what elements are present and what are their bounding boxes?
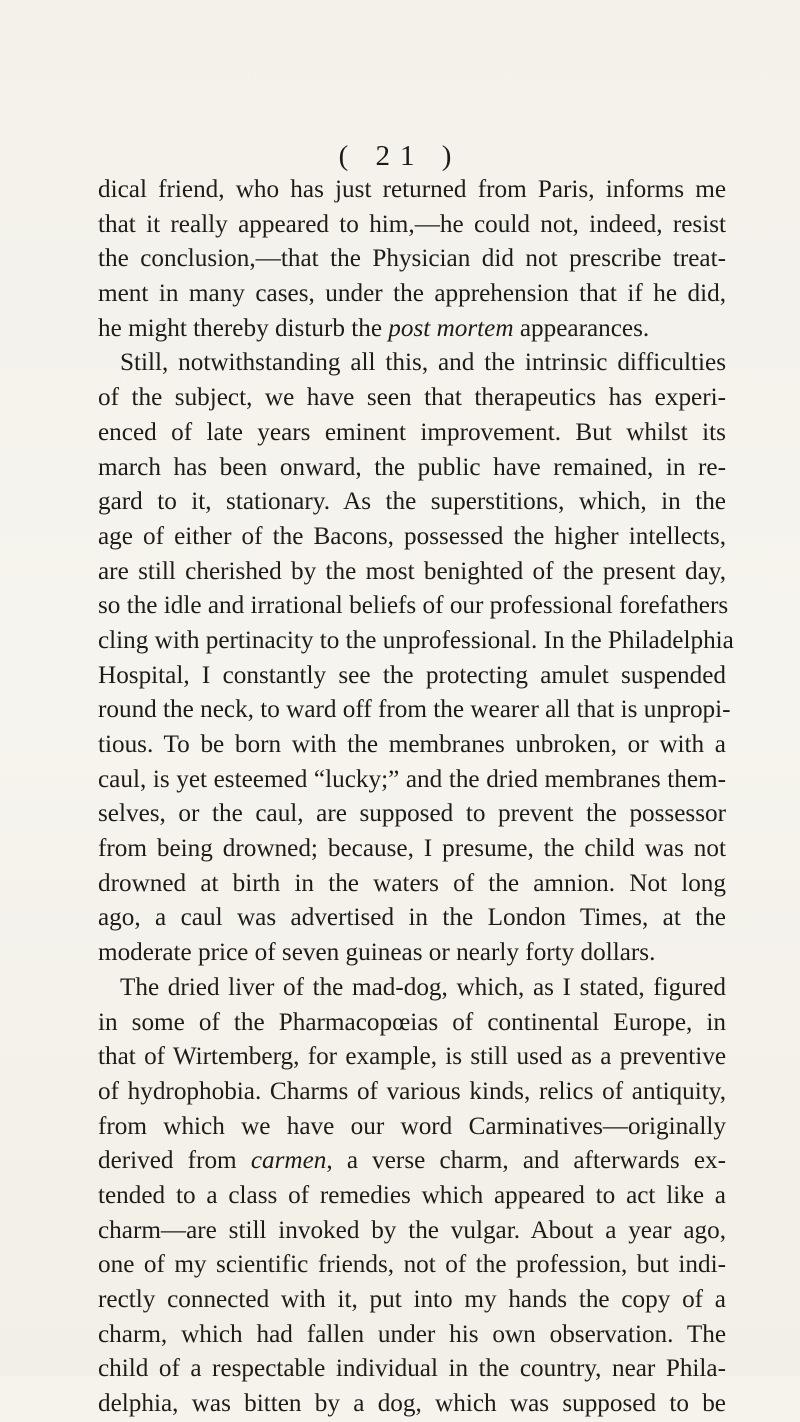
italic-phrase: post mortem [388,314,514,342]
text-line: selves, or the caul, are supposed to prevent the possessor [98,800,726,828]
text-run: , a verse charm, and afterwards ex- [326,1147,726,1175]
text-run: derived from [98,1147,251,1175]
text-line: march has been onward, the public have remained, in re- [98,453,726,481]
text-line: dical friend, who has just returned from Paris, informs me [98,176,726,203]
text-line: round the neck, to ward off from the wearer all that is unpropi- [98,696,731,724]
text-line: charm—are still invoked by the vulgar. About a year ago, [98,1216,726,1244]
text-line: charm, which had fallen under his own observation. The [98,1320,726,1348]
page-number: ( 21 ) [338,140,462,172]
text-line: enced of late years eminent improvement. But whilst its [98,418,726,446]
text-line: one of my scientific friends, not of the profession, but indi- [98,1251,726,1279]
text-line: The dried liver of the mad-dog, which, as I stated, figured [120,973,726,1001]
text-line: of hydrophobia. Charms of various kinds, relics of antiquity, [98,1077,726,1105]
text-line: ment in many cases, under the apprehension that if he did, [98,280,726,308]
text-line: tious. To be born with the membranes unbroken, or with a [98,731,726,758]
text-line: the conclusion,—that the Physician did not prescribe treat- [98,245,726,273]
text-line: drowned at birth in the waters of the amnion. Not long [98,869,726,897]
text-line: age of either of the Bacons, possessed the higher intellects, [98,522,726,550]
text-line: from being drowned; because, I presume, the child was not [98,835,726,863]
text-line: moderate price of seven guineas or nearly forty dollars. [98,939,656,967]
text-line [98,1144,726,1179]
text-line: cling with pertinacity to the unprofessional. In the Philadelphia [98,626,734,654]
text-run: appearances. [513,314,650,342]
text-line [98,312,726,347]
text-line: caul, is yet esteemed “lucky;” and the dried membranes them- [98,765,726,793]
text-run: he might thereby disturb the [98,314,389,342]
text-line: that it really appeared to him,—he could not, indeed, resist [98,210,726,238]
text-line: are still cherished by the most benighted of the present day, [98,557,726,585]
text-line: gard to it, stationary. As the superstitions, which, in the [98,488,726,516]
text-line: Still, notwithstanding all this, and the intrinsic difficulties [120,349,726,377]
text-line: rectly connected with it, put into my hands the copy of a [98,1286,726,1313]
text-line: from which we have our word Carminatives—originally [98,1112,726,1140]
body-text [98,173,734,1422]
text-line: so the idle and irrational beliefs of our professional forefathers [98,592,729,620]
text-line: delphia, was bitten by a dog, which was supposed to be [98,1390,726,1418]
text-line: in some of the Pharmacopœias of continental Europe, in [98,1008,726,1036]
text-line: ago, a caul was advertised in the London Times, at the [98,904,726,932]
text-line: tended to a class of remedies which appeared to act like a [98,1181,726,1209]
italic-phrase: carmen [250,1147,327,1175]
text-line: Hospital, I constantly see the protecting amulet suspended [98,661,726,689]
text-line: of the subject, we have seen that therapeutics has experi- [98,384,726,412]
text-line: child of a respectable individual in the country, near Phila- [98,1355,726,1383]
text-line: that of Wirtemberg, for example, is still used as a preventive [98,1043,726,1071]
